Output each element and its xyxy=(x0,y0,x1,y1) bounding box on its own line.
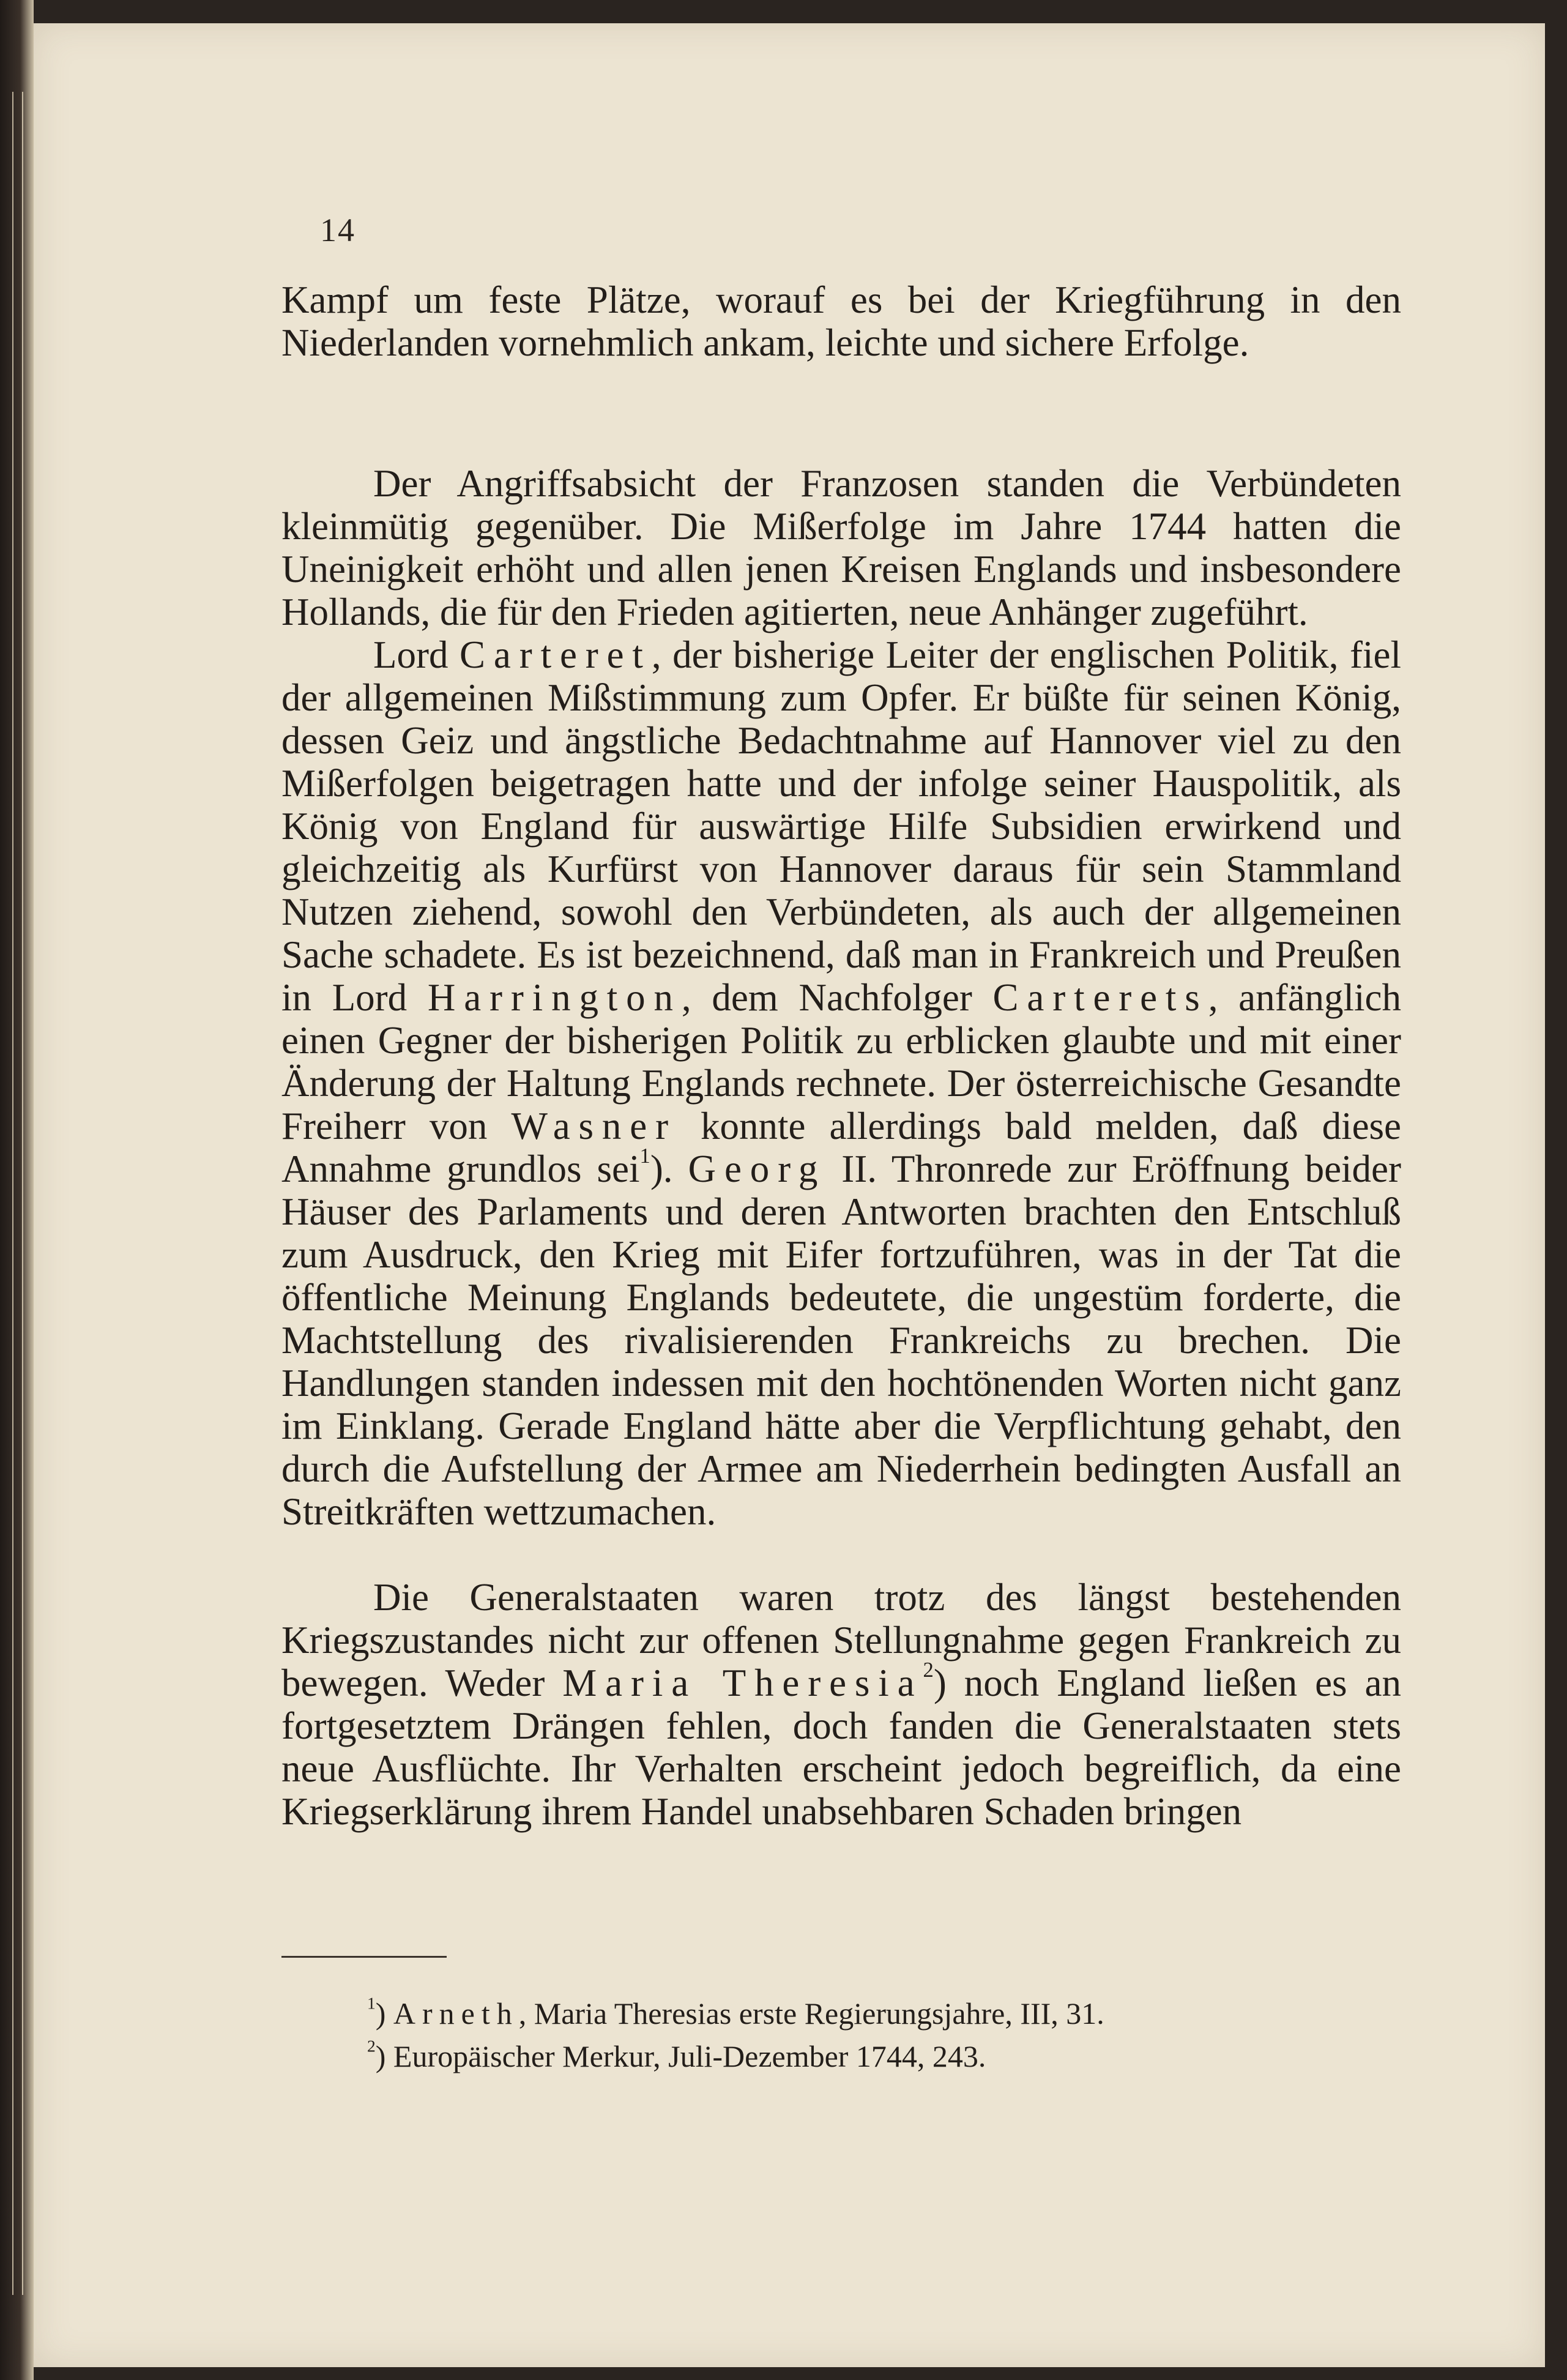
spaced-name-carteret: Carteret xyxy=(460,633,652,676)
spaced-name-wasner: Wasner xyxy=(511,1105,677,1147)
paragraph-2: Der Angriffsabsicht der Franzosen standen die Verbündeten kleinmütig gegenüber. Die Mißerfolge im Jahre 1744 hatten die Uneinigkeit erhöht und allen jenen Kreisen Englands und insbesondere Hollands, die für den Frieden agitierten, neue Anhänger zugeführt. xyxy=(281,462,1401,633)
text-run: II. Thronrede zur Eröffnung beider Häuser des Parlaments und deren Antworten brachten den Entschluß zum Ausdruck, den Krieg mit Eifer fortzuführen, was in der Tat die öffentliche Meinung Englands bedeutete, die ungestüm forderte, die Machtstellung des rivalisierenden Frankreichs zu brechen. Die Handlungen standen indessen mit den hochtönenden Worten nicht ganz im Einklang. Gerade England hätte aber die Verpflichtung gehabt, den durch die Aufstellung der Armee am Niederrhein bedingten Ausfall an Streitkräften wettzumachen. xyxy=(281,1147,1401,1533)
spaced-name-carterets: Carterets xyxy=(992,976,1208,1019)
text-run: konnte allerdings bald melden, daß diese Annahme grundlos sei xyxy=(281,1105,1402,1190)
text-run: Die Generalstaaten waren trotz des längst bestehenden Kriegszustandes nicht zur offenen Stellungnahme gegen Frankreich zu bewegen. Weder xyxy=(281,1576,1401,1704)
footnotes xyxy=(367,1992,1285,2078)
footnote-rule xyxy=(281,1956,447,1958)
footnote-1 xyxy=(367,1992,1285,2035)
paragraph-3 xyxy=(281,633,1401,1533)
footnote-ref-1: 1 xyxy=(639,1144,650,1168)
footnote-mark: 1 xyxy=(367,1993,376,2013)
footnote-text: Europäischer Merkur, Juli-Dezember 1744, 243. xyxy=(393,2039,986,2073)
text-run: , der bisherige Leiter der englischen Politik, fiel der allgemeinen Mißstimmung zum Opfer. Er büßte für seinen König, dessen Geiz und ängstliche Bedachtnahme auf Hannover viel zu den Mißerfolgen beigetragen hatte und der infolge seiner Hauspolitik, als König von England für auswärtige Hilfe Subsidien erwirkend und gleichzeitig als Kurfürst von Hannover daraus für sein Stammland Nutzen ziehend, sowohl den Verbündeten, als auch der allgemeinen Sache schadete. Es ist bezeichnend, daß man in Frankreich und Preußen in Lord xyxy=(281,633,1401,1019)
text-run: , dem Nachfolger xyxy=(681,976,993,1019)
text-run: ) noch England ließen es an fortgesetztem Drängen fehlen, doch fanden die Generalstaaten stets neue Ausflüchte. Ihr Verhalten erscheint jedoch begreiflich, da eine Kriegserklärung ihrem Handel unabsehbaren Schaden bringen xyxy=(281,1662,1401,1833)
footnote-author: Arneth xyxy=(393,1996,519,2031)
footnote-ref-2: 2 xyxy=(923,1658,934,1682)
footnote-bracket: ) xyxy=(375,2039,393,2073)
text-run: Lord xyxy=(373,633,460,676)
footnote-bracket: ) xyxy=(375,1996,393,2031)
text-run: , anfänglich einen Gegner der bisherigen Politik zu erblicken glaubte und mit einer Änderung der Haltung Englands rechnete. Der österreichische Gesandte Freiherr von xyxy=(281,976,1402,1147)
footnote-mark: 2 xyxy=(367,2036,376,2056)
spaced-name-maria-theresia: Maria Theresia xyxy=(562,1662,923,1704)
spaced-name-georg: Georg xyxy=(688,1147,827,1190)
paragraph-1: Kampf um feste Plätze, worauf es bei der Kriegführung in den Niederlanden vornehmlich ankam, leichte und sichere Erfolge. xyxy=(281,278,1401,364)
text-run: ). xyxy=(650,1147,688,1190)
paragraph-4 xyxy=(281,1576,1401,1833)
page-edge xyxy=(12,92,23,2295)
body-text xyxy=(281,278,1401,1833)
footnote-text: , Maria Theresias erste Regierungsjahre, III, 31. xyxy=(518,1996,1104,2031)
page-number: 14 xyxy=(320,212,355,248)
spaced-name-harrington: Harrington xyxy=(427,976,682,1019)
footnote-2 xyxy=(367,2035,1285,2078)
